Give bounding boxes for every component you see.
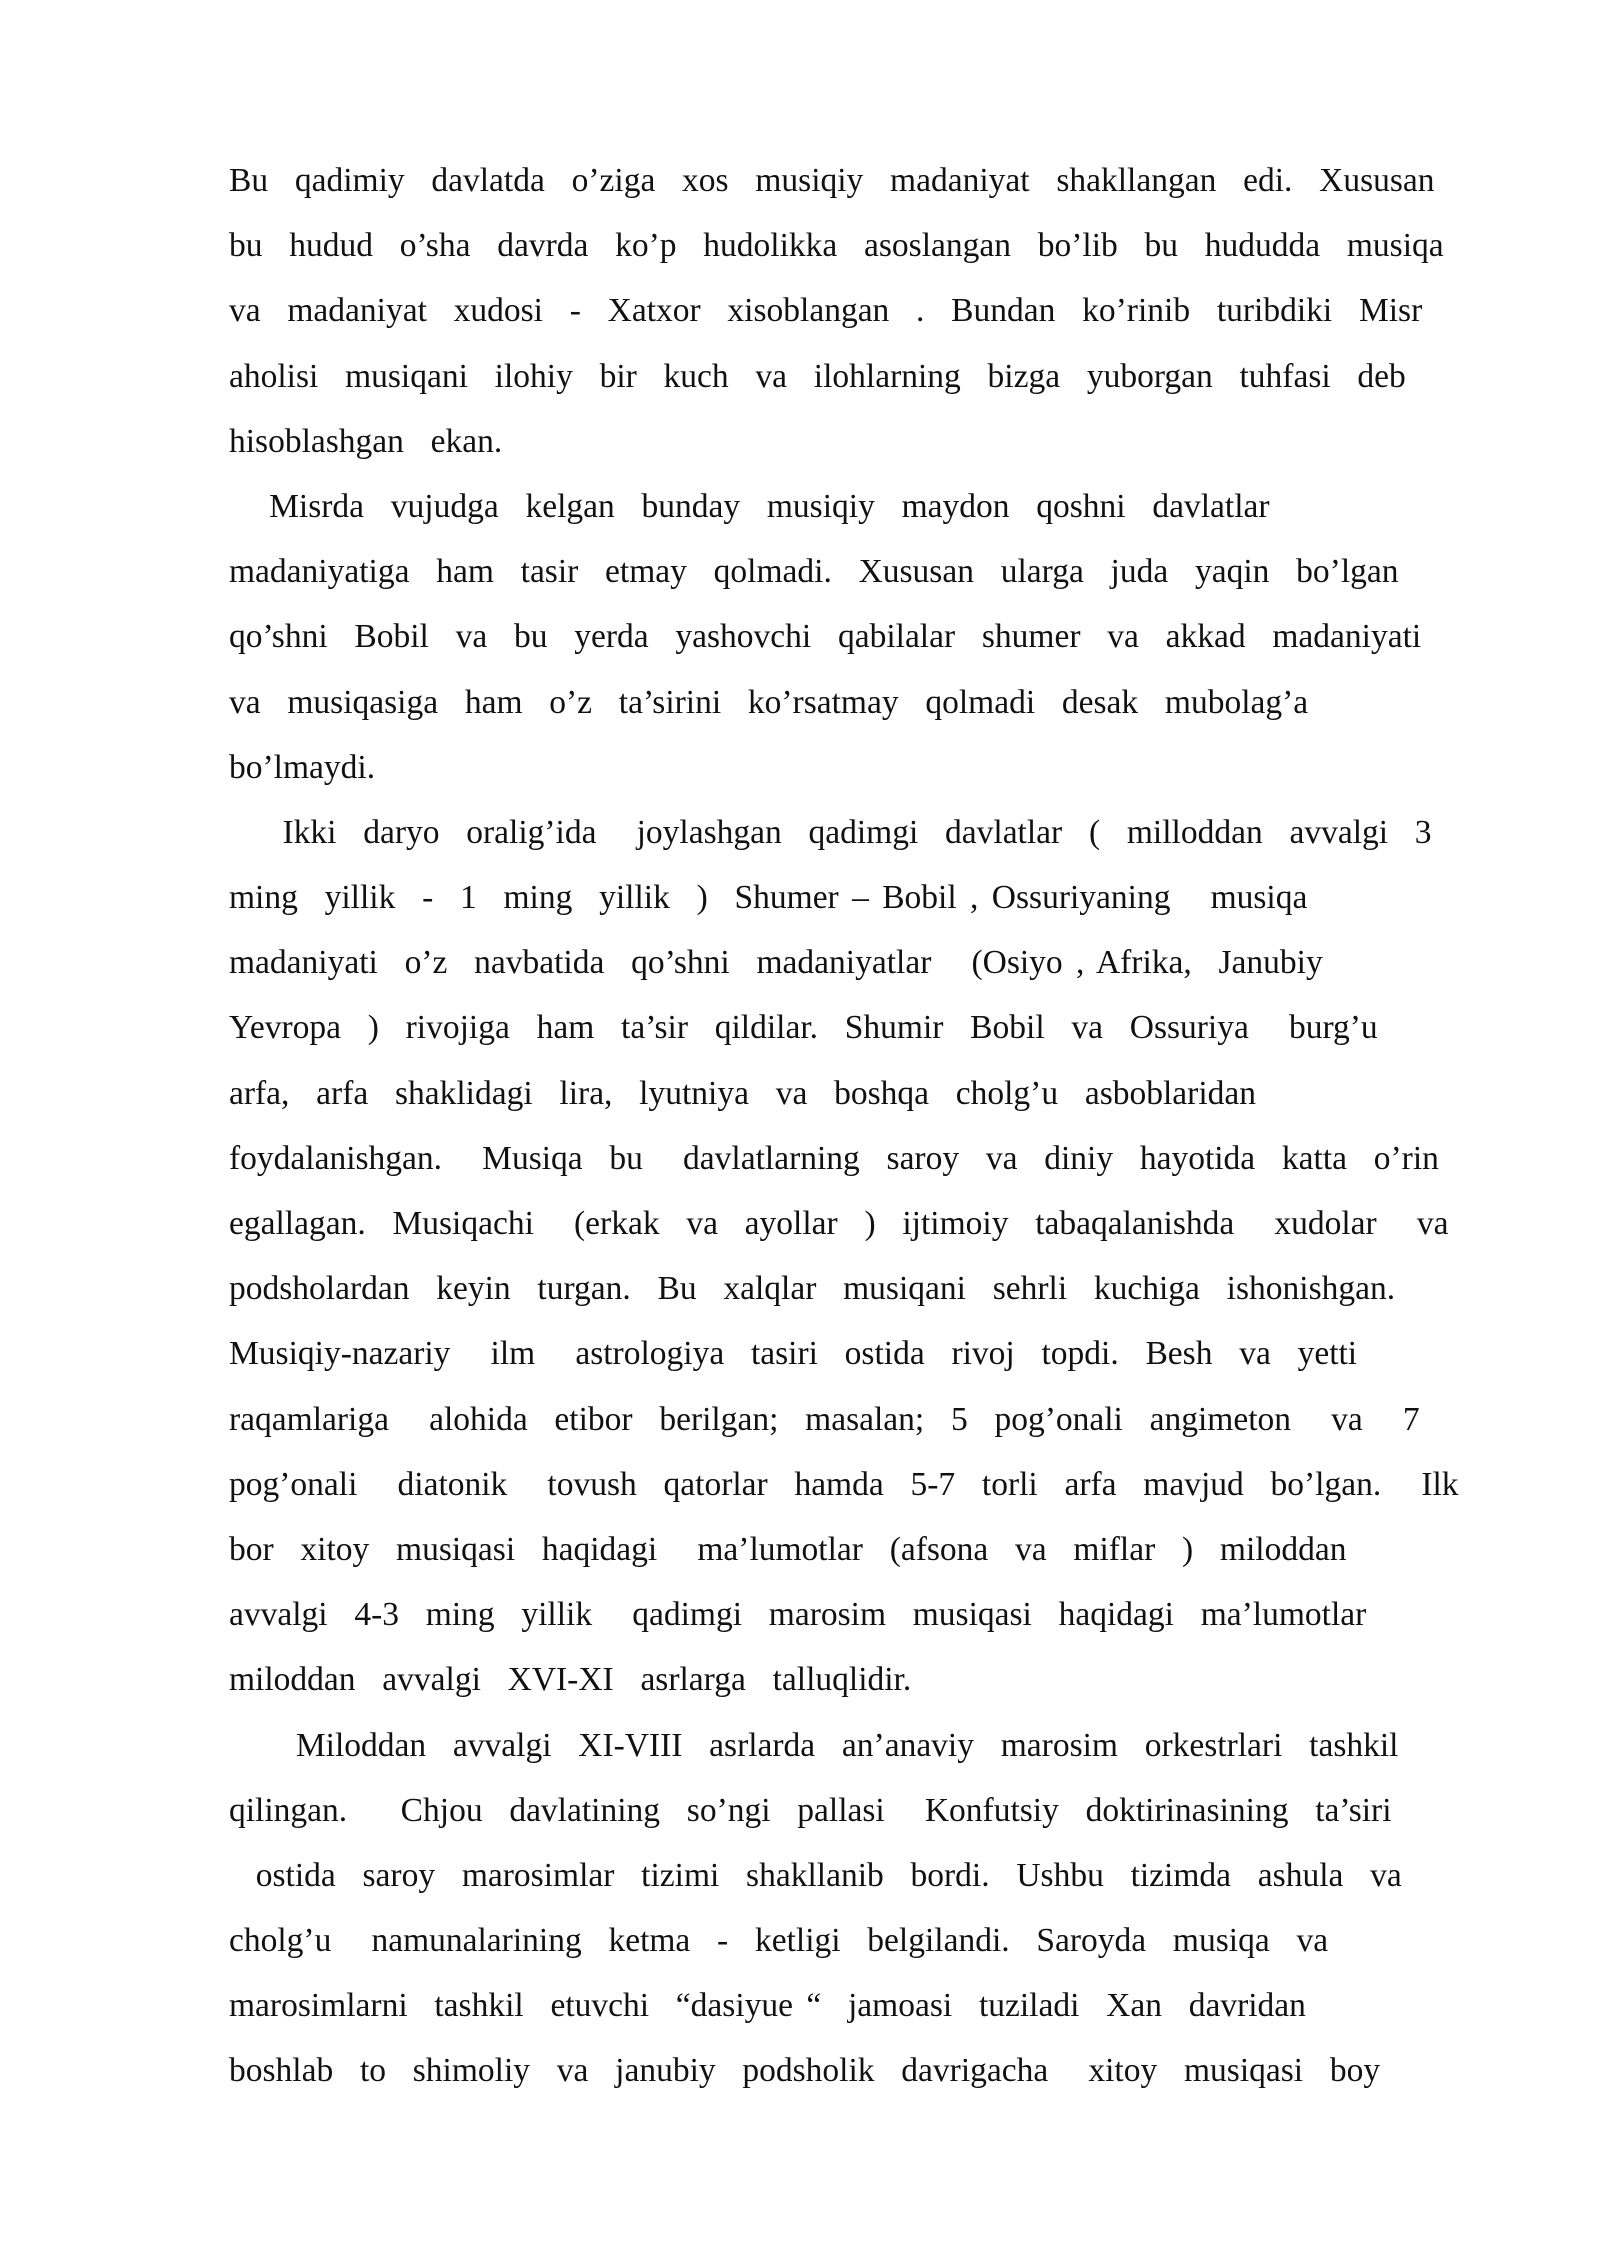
text-line: foydalanishgan. Musiqa bu davlatlarning saroy va diniy hayotida katta o’rin (229, 1139, 1439, 1177)
text-line: Miloddan avvalgi XI-VIII asrlarda an’anaviy marosim orkestrlari tashkil (229, 1726, 1399, 1764)
text-line: Misrda vujudga kelgan bunday musiqiy maydon qoshni davlatlar (229, 487, 1270, 525)
text-line: qilingan. Chjou davlatining so’ngi pallasi Konfutsiy doktirinasining ta’siri (229, 1791, 1392, 1829)
text-line: egallagan. Musiqachi (erkak va ayollar ) ijtimoiy tabaqalanishda xudolar va (229, 1205, 1449, 1242)
text-line: bor xitoy musiqasi haqidagi ma’lumotlar (afsona va miflar ) miloddan (229, 1530, 1347, 1568)
text-line: va madaniyat xudosi - Xatxor xisoblangan . Bundan ko’rinib turibdiki Misr (229, 292, 1423, 330)
text-line: pog’onali diatonik tovush qatorlar hamda 5-7 torli arfa mavjud bo’lgan. Ilk (229, 1465, 1459, 1503)
text-line: va musiqasiga ham o’z ta’sirini ko’rsatmay qolmadi desak mubolag’a (229, 683, 1309, 721)
text-line: ostida saroy marosimlar tizimi shakllanib bordi. Ushbu tizimda ashula va (229, 1856, 1402, 1894)
text-line: arfa, arfa shaklidagi lira, lyutniya va boshqa cholg’u asboblaridan (229, 1074, 1256, 1112)
text-line: raqamlariga alohida etibor berilgan; masalan; 5 pog’onali angimeton va 7 (229, 1400, 1420, 1438)
text-line: boshlab to shimoliy va janubiy podsholik davrigacha xitoy musiqasi boy (229, 2052, 1381, 2090)
text-line: bo’lmaydi. (229, 748, 376, 786)
text-line: avvalgi 4-3 ming yillik qadimgi marosim musiqasi haqidagi ma’lumotlar (229, 1596, 1367, 1634)
text-line: podsholardan keyin turgan. Bu xalqlar musiqani sehrli kuchiga ishonishgan. (229, 1270, 1396, 1308)
text-line: Musiqiy-nazariy ilm astrologiya tasiri ostida rivoj topdi. Besh va yetti (229, 1335, 1358, 1373)
text-line: miloddan avvalgi XVI-XI asrlarga talluqlidir. (229, 1661, 912, 1699)
text-line: aholisi musiqani ilohiy bir kuch va ilohlarning bizga yuborgan tuhfasi deb (229, 357, 1406, 395)
text-line: Yevropa ) rivojiga ham ta’sir qildilar. Shumir Bobil va Ossuriya burg’u (229, 1009, 1378, 1047)
text-line: ming yillik - 1 ming yillik ) Shumer – Bobil , Ossuriyaning musiqa (229, 879, 1308, 917)
text-line: madaniyatiga ham tasir etmay qolmadi. Xususan ularga juda yaqin bo’lgan (229, 553, 1399, 591)
document-body (229, 148, 1529, 2104)
text-line: Ikki daryo oralig’ida joylashgan qadimgi davlatlar ( milloddan avvalgi 3 (229, 813, 1432, 851)
text-line: bu hudud o’sha davrda ko’p hudolikka asoslangan bo’lib bu hududda musiqa (229, 227, 1444, 265)
text-line: Bu qadimiy davlatda o’ziga xos musiqiy madaniyat shakllangan edi. Xususan (229, 162, 1435, 199)
text-line: qo’shni Bobil va bu yerda yashovchi qabilalar shumer va akkad madaniyati (229, 618, 1422, 656)
text-line: madaniyati o’z navbatida qo’shni madaniyatlar (Osiyo , Afrika, Janubiy (229, 944, 1323, 982)
text-line: marosimlarni tashkil etuvchi “dasiyue “ jamoasi tuziladi Xan davridan (229, 1987, 1306, 2025)
text-line: cholg’u namunalarining ketma - ketligi belgilandi. Saroyda musiqa va (229, 1922, 1329, 1960)
text-line: hisoblashgan ekan. (229, 422, 503, 460)
